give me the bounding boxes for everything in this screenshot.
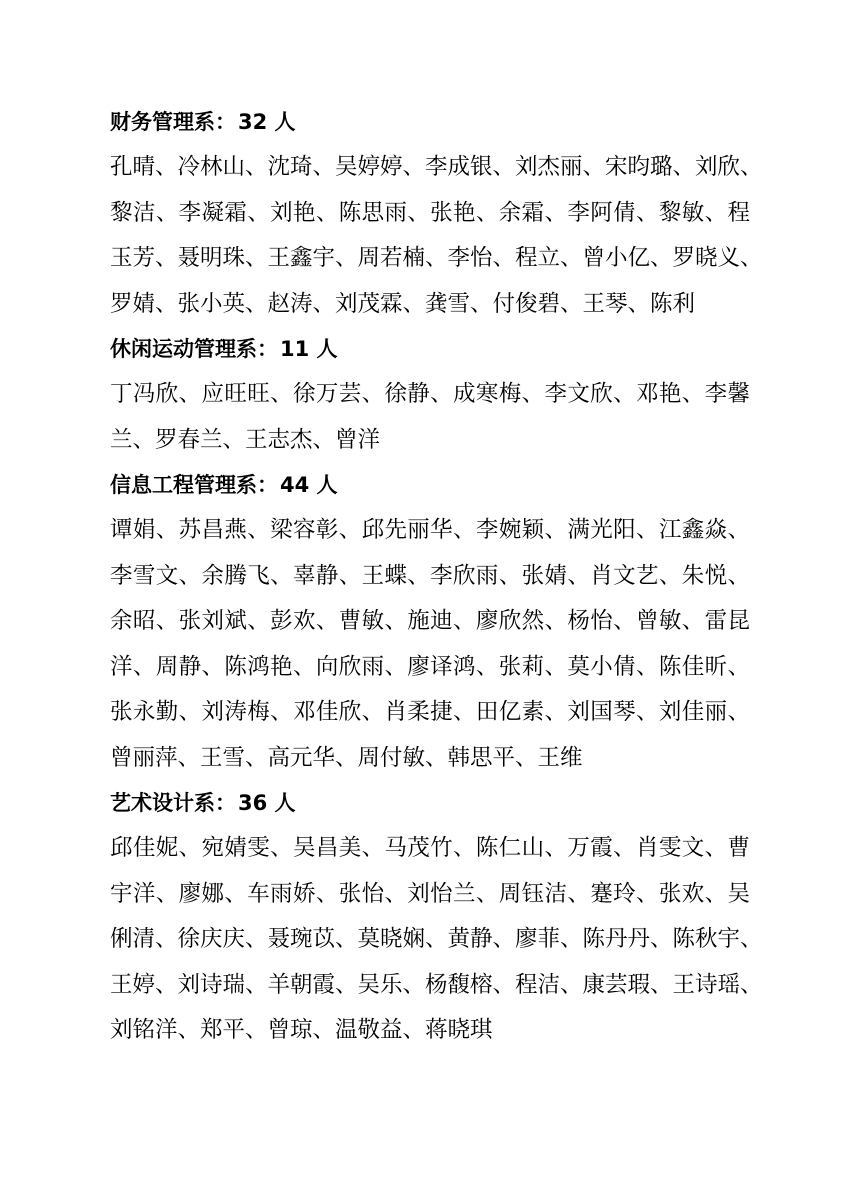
name-line: 邱佳妮、宛婧雯、吴昌美、马茂竹、陈仁山、万霞、肖雯文、曹: [110, 835, 750, 861]
section-count: 36 人: [238, 791, 296, 815]
section-heading: [110, 463, 750, 508]
name-line: 洋、周静、陈鸿艳、向欣雨、廖译鸿、张莉、莫小倩、陈佳昕、: [110, 653, 750, 680]
section-title: 信息工程管理系：: [110, 473, 278, 497]
name-line: 余昭、张刘斌、彭欢、曹敏、施迪、廖欣然、杨怡、曾敏、雷昆: [110, 608, 750, 634]
name-line: 玉芳、聂明珠、王鑫宇、周若楠、李怡、程立、曾小亿、罗晓义、: [110, 245, 763, 271]
name-line: 黎洁、李凝霜、刘艳、陈思雨、张艳、余霜、李阿倩、黎敏、程: [110, 199, 750, 226]
name-line: 俐清、徐庆庆、聂琬苡、莫晓娴、黄静、廖菲、陈丹丹、陈秋宇、: [110, 926, 763, 952]
name-line: 张永勤、刘涛梅、邓佳欣、肖柔捷、田亿素、刘国琴、刘佳丽、: [110, 699, 750, 725]
section-information-engineering: [110, 463, 750, 781]
name-line: 曾丽萍、王雪、高元华、周付敏、韩思平、王维: [110, 744, 583, 771]
name-line: 李雪文、余腾飞、辜静、王蝶、李欣雨、张婧、肖文艺、朱悦、: [110, 562, 750, 589]
name-line: 王婷、刘诗瑞、羊朝霞、吴乐、杨馥榕、程洁、康芸瑕、王诗瑶、: [110, 971, 763, 998]
name-line: 谭娟、苏昌燕、梁容彰、邱先丽华、李婉颖、满光阳、江鑫焱、: [110, 517, 750, 543]
section-title: 休闲运动管理系：: [110, 337, 278, 361]
name-line: 刘铭洋、郑平、曾琼、温敬益、蒋晓琪: [110, 1017, 493, 1043]
section-art-design: [110, 781, 763, 1054]
section-finance: [110, 100, 763, 327]
name-line: 孔晴、冷林山、沈琦、吴婷婷、李成银、刘杰丽、宋昀璐、刘欣、: [110, 154, 763, 180]
name-line: 宇洋、廖娜、车雨娇、张怡、刘怡兰、周钰洁、蹇玲、张欢、吴: [110, 880, 750, 907]
section-leisure-sports: [110, 327, 750, 463]
section-count: 32 人: [238, 110, 296, 134]
name-line: 兰、罗春兰、王志杰、曾洋: [110, 426, 381, 453]
section-count: 11 人: [280, 337, 338, 361]
document-page: [110, 100, 763, 1054]
section-title: 财务管理系：: [110, 110, 236, 134]
name-line: 丁冯欣、应旺旺、徐万芸、徐静、成寒梅、李文欣、邓艳、李馨: [110, 381, 750, 407]
section-title: 艺术设计系：: [110, 791, 236, 815]
section-count: 44 人: [280, 473, 338, 497]
section-heading: [110, 781, 750, 826]
section-heading: [110, 327, 750, 372]
section-heading: [110, 100, 750, 145]
name-line: 罗婧、张小英、赵涛、刘茂霖、龚雪、付俊碧、王琴、陈利: [110, 290, 696, 317]
